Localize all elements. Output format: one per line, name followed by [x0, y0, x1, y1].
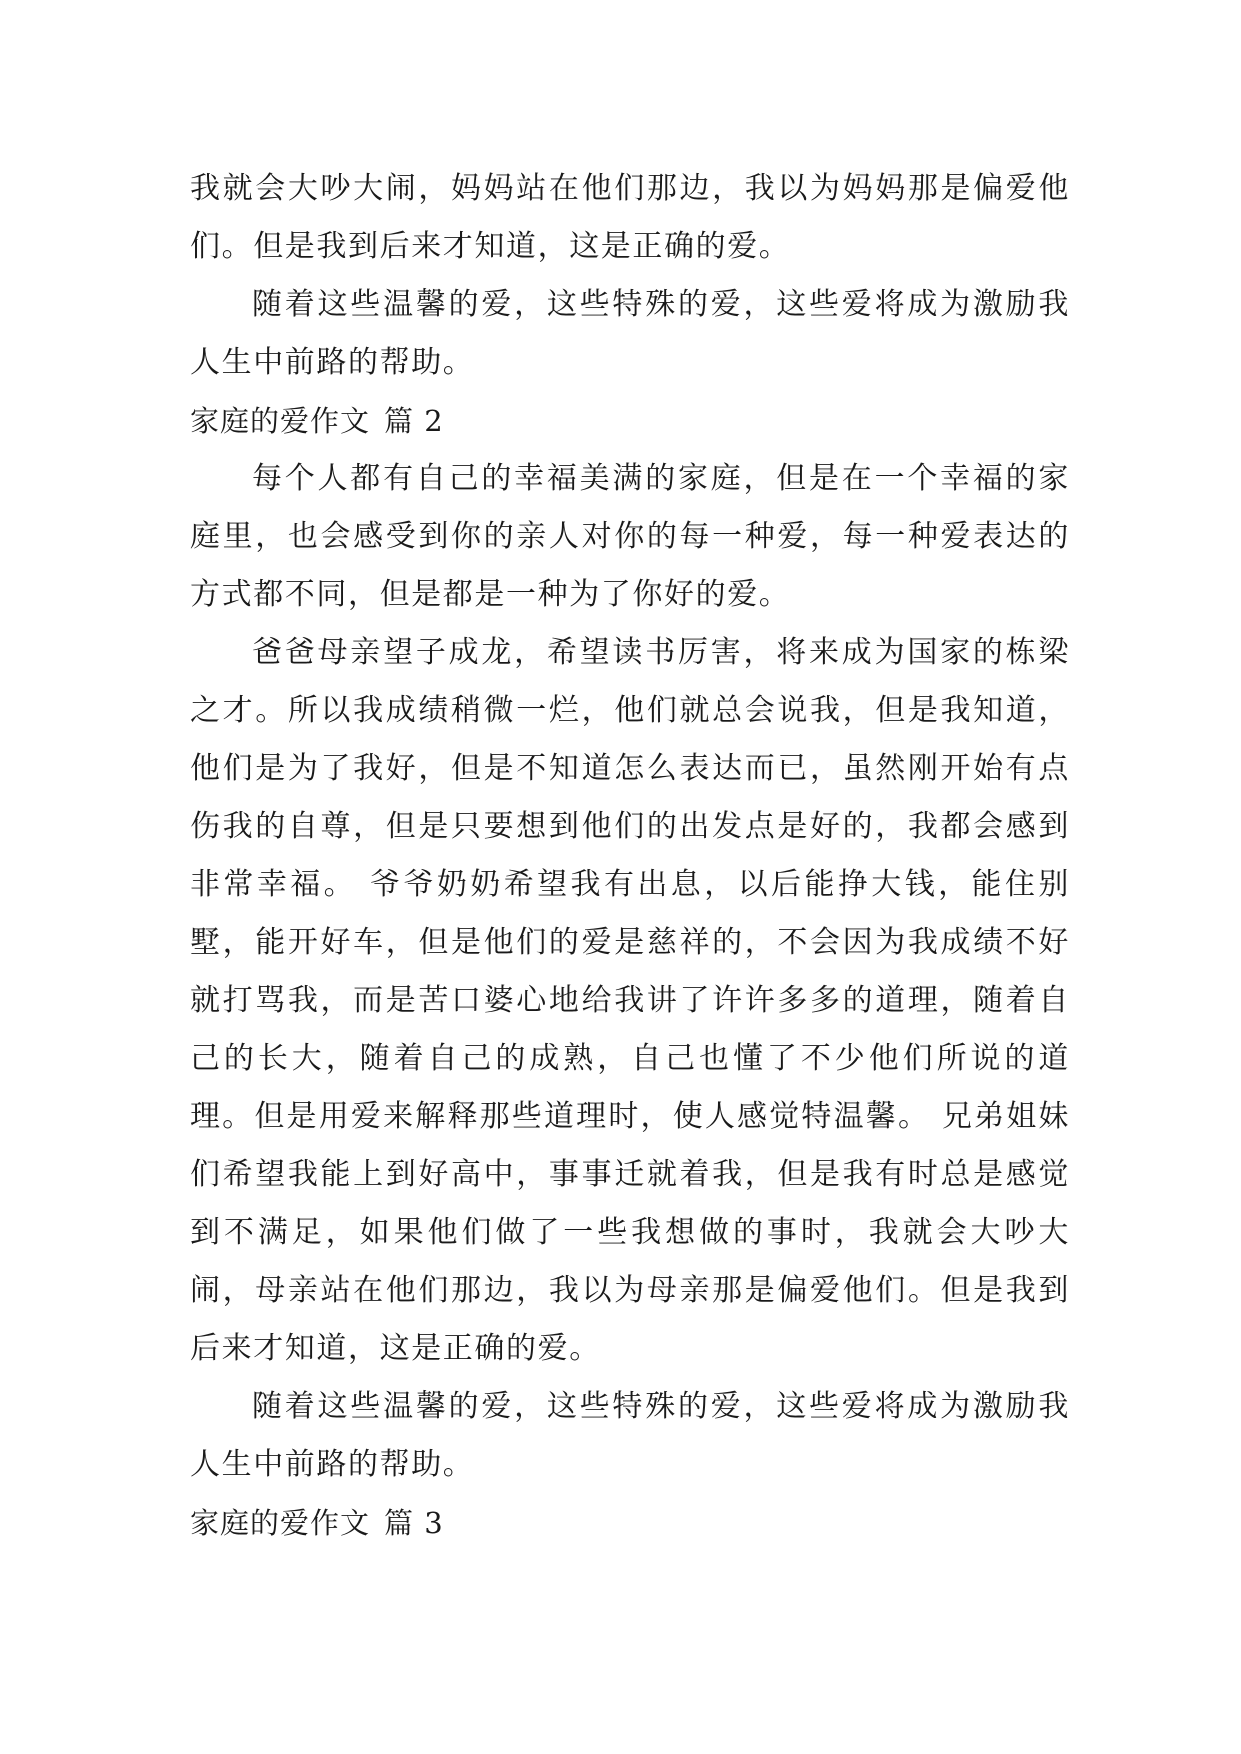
section-heading-3-title: 家庭的爱作文 [190, 1506, 371, 1540]
paragraph-family-love: 爸爸母亲望子成龙，希望读书厉害，将来成为国家的栋梁之才。所以我成绩稍微一烂，他们就总会说我，但是我知道，他们是为了我好，但是不知道怎么表达而已，虽然刚开始有点伤我的自尊，但是只要想到他们的出发点是好的，我都会感到非常幸福。 爷爷奶奶希望我有出息，以后能挣大钱，能住别墅，能开好车，但是他们的爱是慈祥的，不会因为我成绩不好就打骂我，而是苦口婆心地给我讲了许许多多的道理，随着自己的长大，随着自己的成熟，自己也懂了不少他们所说的道理。但是用爱来解释那些道理时，使人感觉特温馨。 兄弟姐妹们希望我能上到好高中，事事迁就着我，但是我有时总是感觉到不满足，如果他们做了一些我想做的事时，我就会大吵大闹，母亲站在他们那边，我以为母亲那是偏爱他们。但是我到后来才知道，这是正确的爱。 [190, 635, 1070, 1366]
paragraph-conclusion-1: 随着这些温馨的爱，这些特殊的爱，这些爱将成为激励我人生中前路的帮助。 [190, 287, 1070, 380]
section-heading-2-number: 篇 2 [384, 404, 444, 438]
paragraph-continued: 我就会大吵大闹，妈妈站在他们那边，我以为妈妈那是偏爱他们。但是我到后来才知道，这是正确的爱。 [190, 171, 1070, 264]
section-heading-2 [190, 392, 1070, 450]
section-heading-3 [190, 1494, 1070, 1552]
paragraph-intro: 每个人都有自己的幸福美满的家庭，但是在一个幸福的家庭里，也会感受到你的亲人对你的每一种爱，每一种爱表达的方式都不同，但是都是一种为了你好的爱。 [190, 461, 1070, 612]
section-heading-3-number: 篇 3 [384, 1506, 444, 1540]
paragraph-conclusion-2: 随着这些温馨的爱，这些特殊的爱，这些爱将成为激励我人生中前路的帮助。 [190, 1389, 1070, 1482]
document-body [190, 160, 1070, 1552]
section-heading-2-title: 家庭的爱作文 [190, 404, 371, 438]
